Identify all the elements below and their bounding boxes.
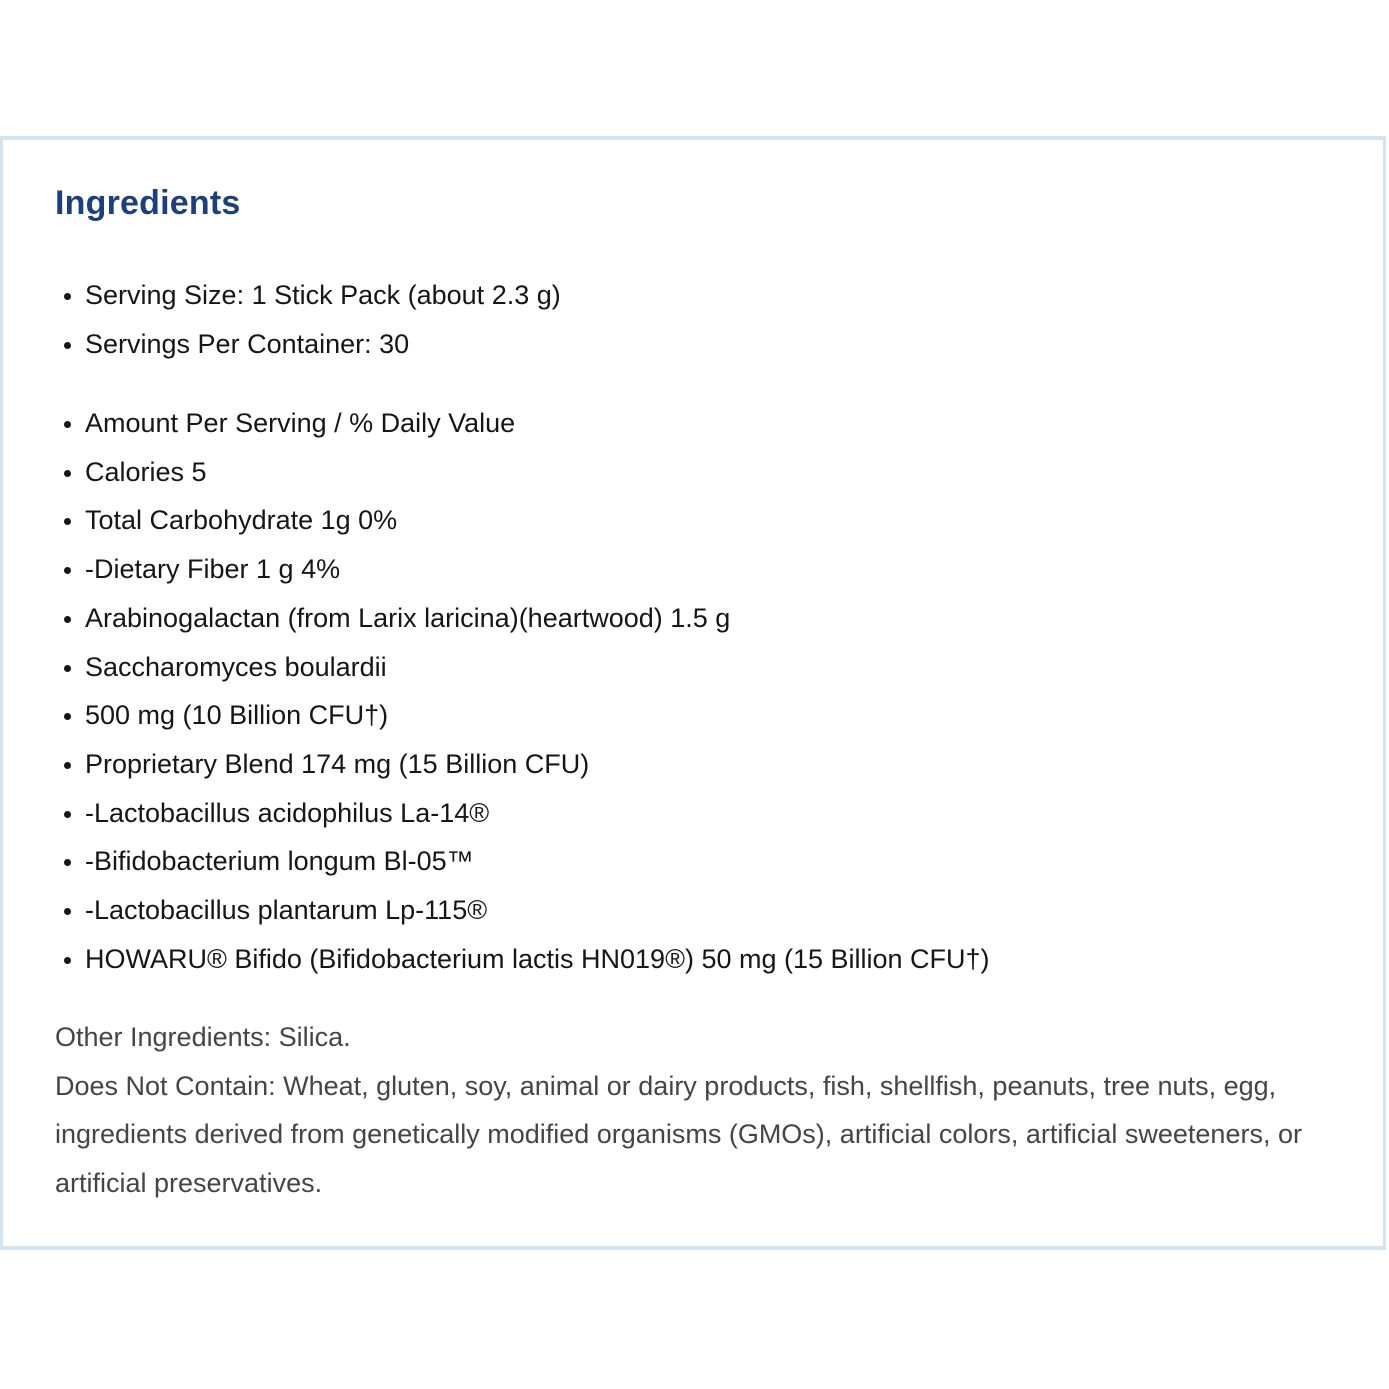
list-item: • Arabinogalactan (from Larix laricina)(heartwood) 1.5 g bbox=[85, 594, 990, 643]
list-item: • -Lactobacillus acidophilus La-14® bbox=[85, 789, 990, 838]
other-ingredients-section bbox=[55, 1013, 1315, 1207]
list-item: • Proprietary Blend 174 mg (15 Billion CFU) bbox=[85, 740, 990, 789]
list-item: • -Bifidobacterium longum Bl-05™ bbox=[85, 837, 990, 886]
serving-list bbox=[55, 271, 561, 368]
does-not-contain-text: Does Not Contain: Wheat, gluten, soy, animal or dairy products, fish, shellfish, peanuts, tree nuts, egg, ingredients derived from genetically modified organisms (GMOs), artificial colors, artificial sweeteners, or artificial preservatives. bbox=[55, 1070, 1302, 1198]
list-item: • 500 mg (10 Billion CFU†) bbox=[85, 691, 990, 740]
list-item: • Total Carbohydrate 1g 0% bbox=[85, 496, 990, 545]
nutrient-list bbox=[55, 399, 990, 983]
section-heading: Ingredients bbox=[55, 184, 241, 222]
list-item: • Amount Per Serving / % Daily Value bbox=[85, 399, 990, 448]
ingredients-panel bbox=[0, 136, 1386, 1250]
list-item: • HOWARU® Bifido (Bifidobacterium lactis HN019®) 50 mg (15 Billion CFU†) bbox=[85, 935, 990, 984]
list-item: • Servings Per Container: 30 bbox=[85, 320, 561, 369]
other-ingredients-text: Other Ingredients: Silica. bbox=[55, 1022, 351, 1052]
list-item: • -Dietary Fiber 1 g 4% bbox=[85, 545, 990, 594]
list-item: • Serving Size: 1 Stick Pack (about 2.3 g) bbox=[85, 271, 561, 320]
list-item: • -Lactobacillus plantarum Lp-115® bbox=[85, 886, 990, 935]
list-item: • Calories 5 bbox=[85, 448, 990, 497]
list-item: • Saccharomyces boulardii bbox=[85, 643, 990, 692]
